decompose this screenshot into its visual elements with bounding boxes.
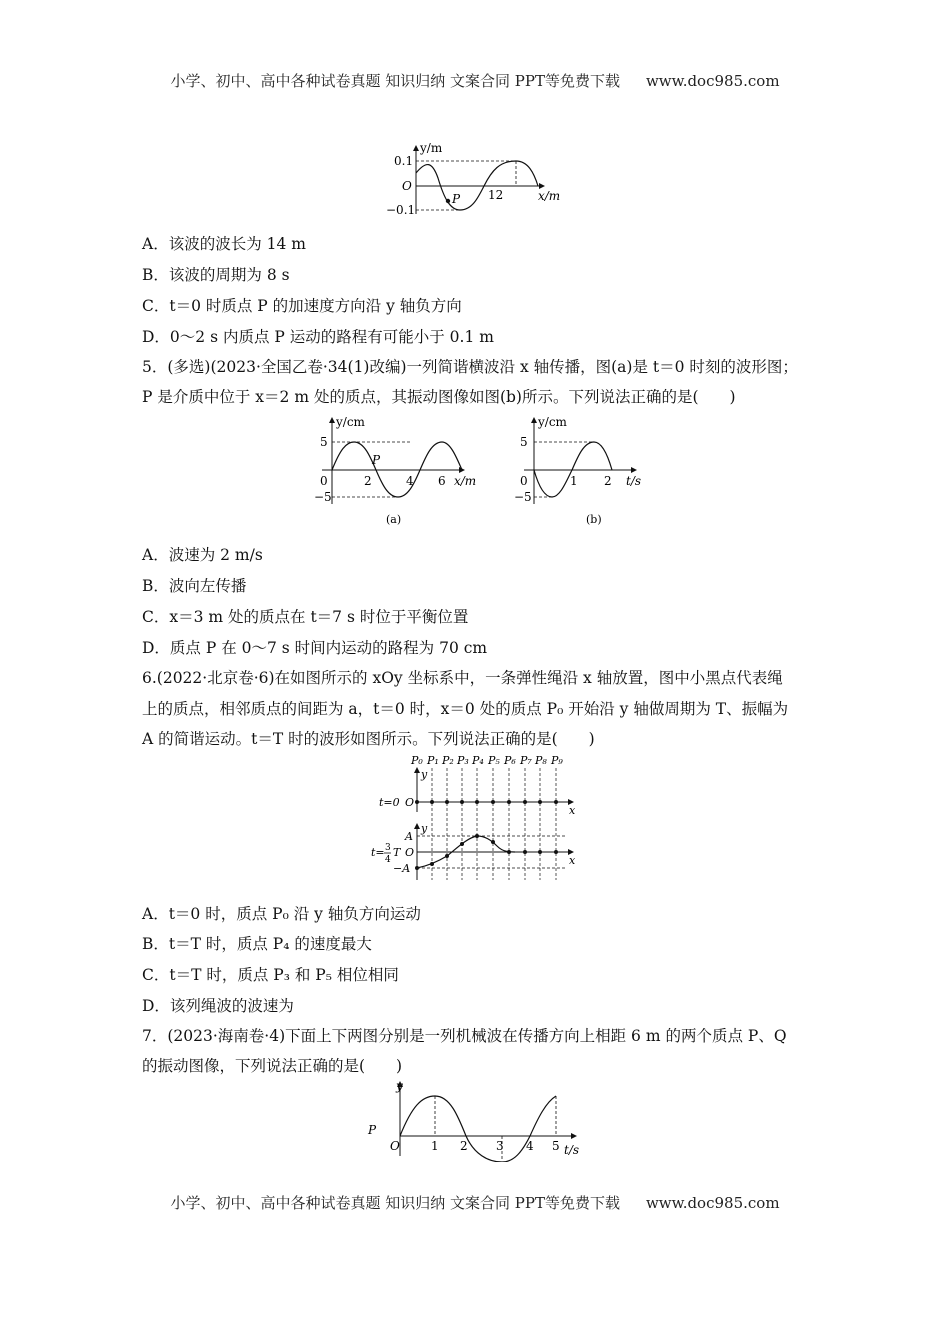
fig1-xlabel: x/m — [538, 189, 561, 203]
q7-p: P — [368, 1123, 377, 1137]
footer-text: 小学、初中、高中各种试卷真题 知识归纳 文案合同 PPT等免费下载 — [170, 1194, 620, 1212]
fig5a-x4: 4 — [406, 474, 414, 488]
fig1-ylabel: y/m — [420, 141, 443, 155]
q6-option-b: B．t＝T 时，质点 P₄ 的速度最大 — [142, 935, 372, 953]
q6-p3: P₃ — [457, 754, 469, 767]
q5-option-d: D．质点 P 在 0～7 s 时间内运动的路程为 70 cm — [142, 639, 488, 657]
fig1-top: 0.1 — [394, 154, 414, 168]
fig5b-bottom: −5 — [514, 490, 532, 504]
wave-figure-q4 — [360, 138, 590, 220]
q6-origin-top: O — [405, 796, 415, 809]
q7-origin: O — [390, 1139, 400, 1153]
q7-t2: 2 — [460, 1139, 468, 1153]
q7-stem-line1: 7．(2023·海南卷·4)下面上下两图分别是一列机械波在传播方向上相距 6 m 的两个质点 P、Q — [142, 1027, 787, 1045]
q7-t1: 1 — [431, 1139, 439, 1153]
q6-period: T — [393, 846, 401, 859]
wave-figure-q5b — [508, 412, 658, 530]
q4-option-a: A．该波的波长为 14 m — [142, 235, 306, 253]
q6-stem-line2: 上的质点，相邻质点的间距为 a，t＝0 时，x＝0 处的质点 P₀ 开始沿 y 轴做周期为 T、振幅为 — [142, 700, 789, 718]
q6-p0: P₀ — [411, 754, 423, 767]
q6-y-top: y — [421, 768, 428, 781]
q6-neg-amp: −A — [393, 862, 411, 875]
fig5b-x2: 2 — [604, 474, 612, 488]
q7-t4: 4 — [526, 1139, 534, 1153]
fig1-x12: 12 — [488, 188, 504, 202]
q6-x-top: x — [569, 804, 576, 817]
header-text: 小学、初中、高中各种试卷真题 知识归纳 文案合同 PPT等免费下载 — [170, 72, 620, 90]
vibration-figure-q7 — [362, 1076, 592, 1162]
fig5b-ylabel: y/cm — [538, 415, 567, 429]
q6-option-d: D．该列绳波的波速为 — [142, 997, 294, 1015]
q6-p2: P₂ — [442, 754, 454, 767]
fig5b-zero: 0 — [520, 474, 528, 488]
q6-p6: P₆ — [504, 754, 516, 767]
q4-option-b: B．该波的周期为 8 s — [142, 266, 290, 284]
q5-option-b: B．波向左传播 — [142, 577, 247, 595]
wave-figure-q5a — [308, 412, 488, 530]
q4-option-d: D．0～2 s 内质点 P 运动的路程有可能小于 0.1 m — [142, 328, 494, 346]
q6-stem-line3: A 的简谐运动。t＝T 时的波形如图所示。下列说法正确的是( ) — [142, 730, 595, 748]
fig5b-x1: 1 — [570, 474, 578, 488]
q6-p1: P₁ — [427, 754, 439, 767]
fig5b-top: 5 — [520, 435, 528, 449]
fig5a-x2: 2 — [364, 474, 372, 488]
q6-option-c: C．t＝T 时，质点 P₃ 和 P₅ 相位相同 — [142, 966, 399, 984]
q6-origin-bottom: O — [405, 846, 415, 859]
fig1-p: P — [452, 192, 461, 206]
fig5a-top: 5 — [320, 435, 328, 449]
q6-p5: P₅ — [488, 754, 500, 767]
q4-option-c: C．t＝0 时质点 P 的加速度方向沿 y 轴负方向 — [142, 297, 462, 315]
q5-option-a: A．波速为 2 m/s — [142, 546, 263, 564]
q6-frac-num: 3 — [385, 843, 391, 853]
q6-x-bottom: x — [569, 854, 576, 867]
q6-amp: A — [405, 830, 413, 843]
page-footer — [0, 1192, 950, 1213]
fig5a-x6: 6 — [438, 474, 446, 488]
fig5a-ylabel: y/cm — [336, 415, 365, 429]
q6-y-bottom: y — [421, 822, 428, 835]
q5-option-c: C．x＝3 m 处的质点在 t＝7 s 时位于平衡位置 — [142, 608, 469, 626]
q6-t34: t= — [371, 846, 385, 859]
q5-stem-line2: P 是介质中位于 x＝2 m 处的质点，其振动图像如图(b)所示。下列说法正确的是( ) — [142, 388, 736, 406]
fig5b-xlabel: t/s — [626, 474, 642, 488]
q7-xlabel: t/s — [564, 1143, 580, 1157]
fig5a-caption: (a) — [386, 513, 402, 526]
fig1-bottom: −0.1 — [386, 203, 416, 217]
fig5b-caption: (b) — [586, 513, 602, 526]
fig5a-xlabel: x/m — [454, 474, 477, 488]
q6-frac-den: 4 — [385, 855, 391, 865]
q7-t3: 3 — [496, 1139, 504, 1153]
q6-option-a: A．t＝0 时，质点 P₀ 沿 y 轴负方向运动 — [142, 905, 421, 923]
fig5a-bottom: −5 — [314, 490, 332, 504]
fig1-origin: O — [402, 179, 412, 193]
q7-t5: 5 — [552, 1139, 560, 1153]
rope-wave-figure-q6 — [365, 752, 595, 884]
fig5a-zero: 0 — [320, 474, 328, 488]
header-site: www.doc985.com — [645, 72, 780, 90]
fig5a-p: P — [372, 453, 381, 467]
q7-ylabel: y — [396, 1079, 403, 1093]
page-header — [0, 70, 950, 91]
q6-p4: P₄ — [472, 754, 484, 767]
footer-site: www.doc985.com — [645, 1194, 780, 1212]
q6-t0: t=0 — [379, 796, 400, 809]
q7-stem-line2: 的振动图像，下列说法正确的是( ) — [142, 1057, 403, 1075]
q6-p9: P₉ — [551, 754, 563, 767]
q6-stem-line1: 6.(2022·北京卷·6)在如图所示的 xOy 坐标系中，一条弹性绳沿 x 轴放置，图中小黑点代表绳 — [142, 669, 783, 687]
q6-p7: P₇ — [520, 754, 532, 767]
q6-p8: P₈ — [535, 754, 547, 767]
q5-stem-line1: 5．(多选)(2023·全国乙卷·34(1)改编)一列简谐横波沿 x 轴传播，图(a)是 t＝0 时刻的波形图； — [142, 358, 798, 376]
